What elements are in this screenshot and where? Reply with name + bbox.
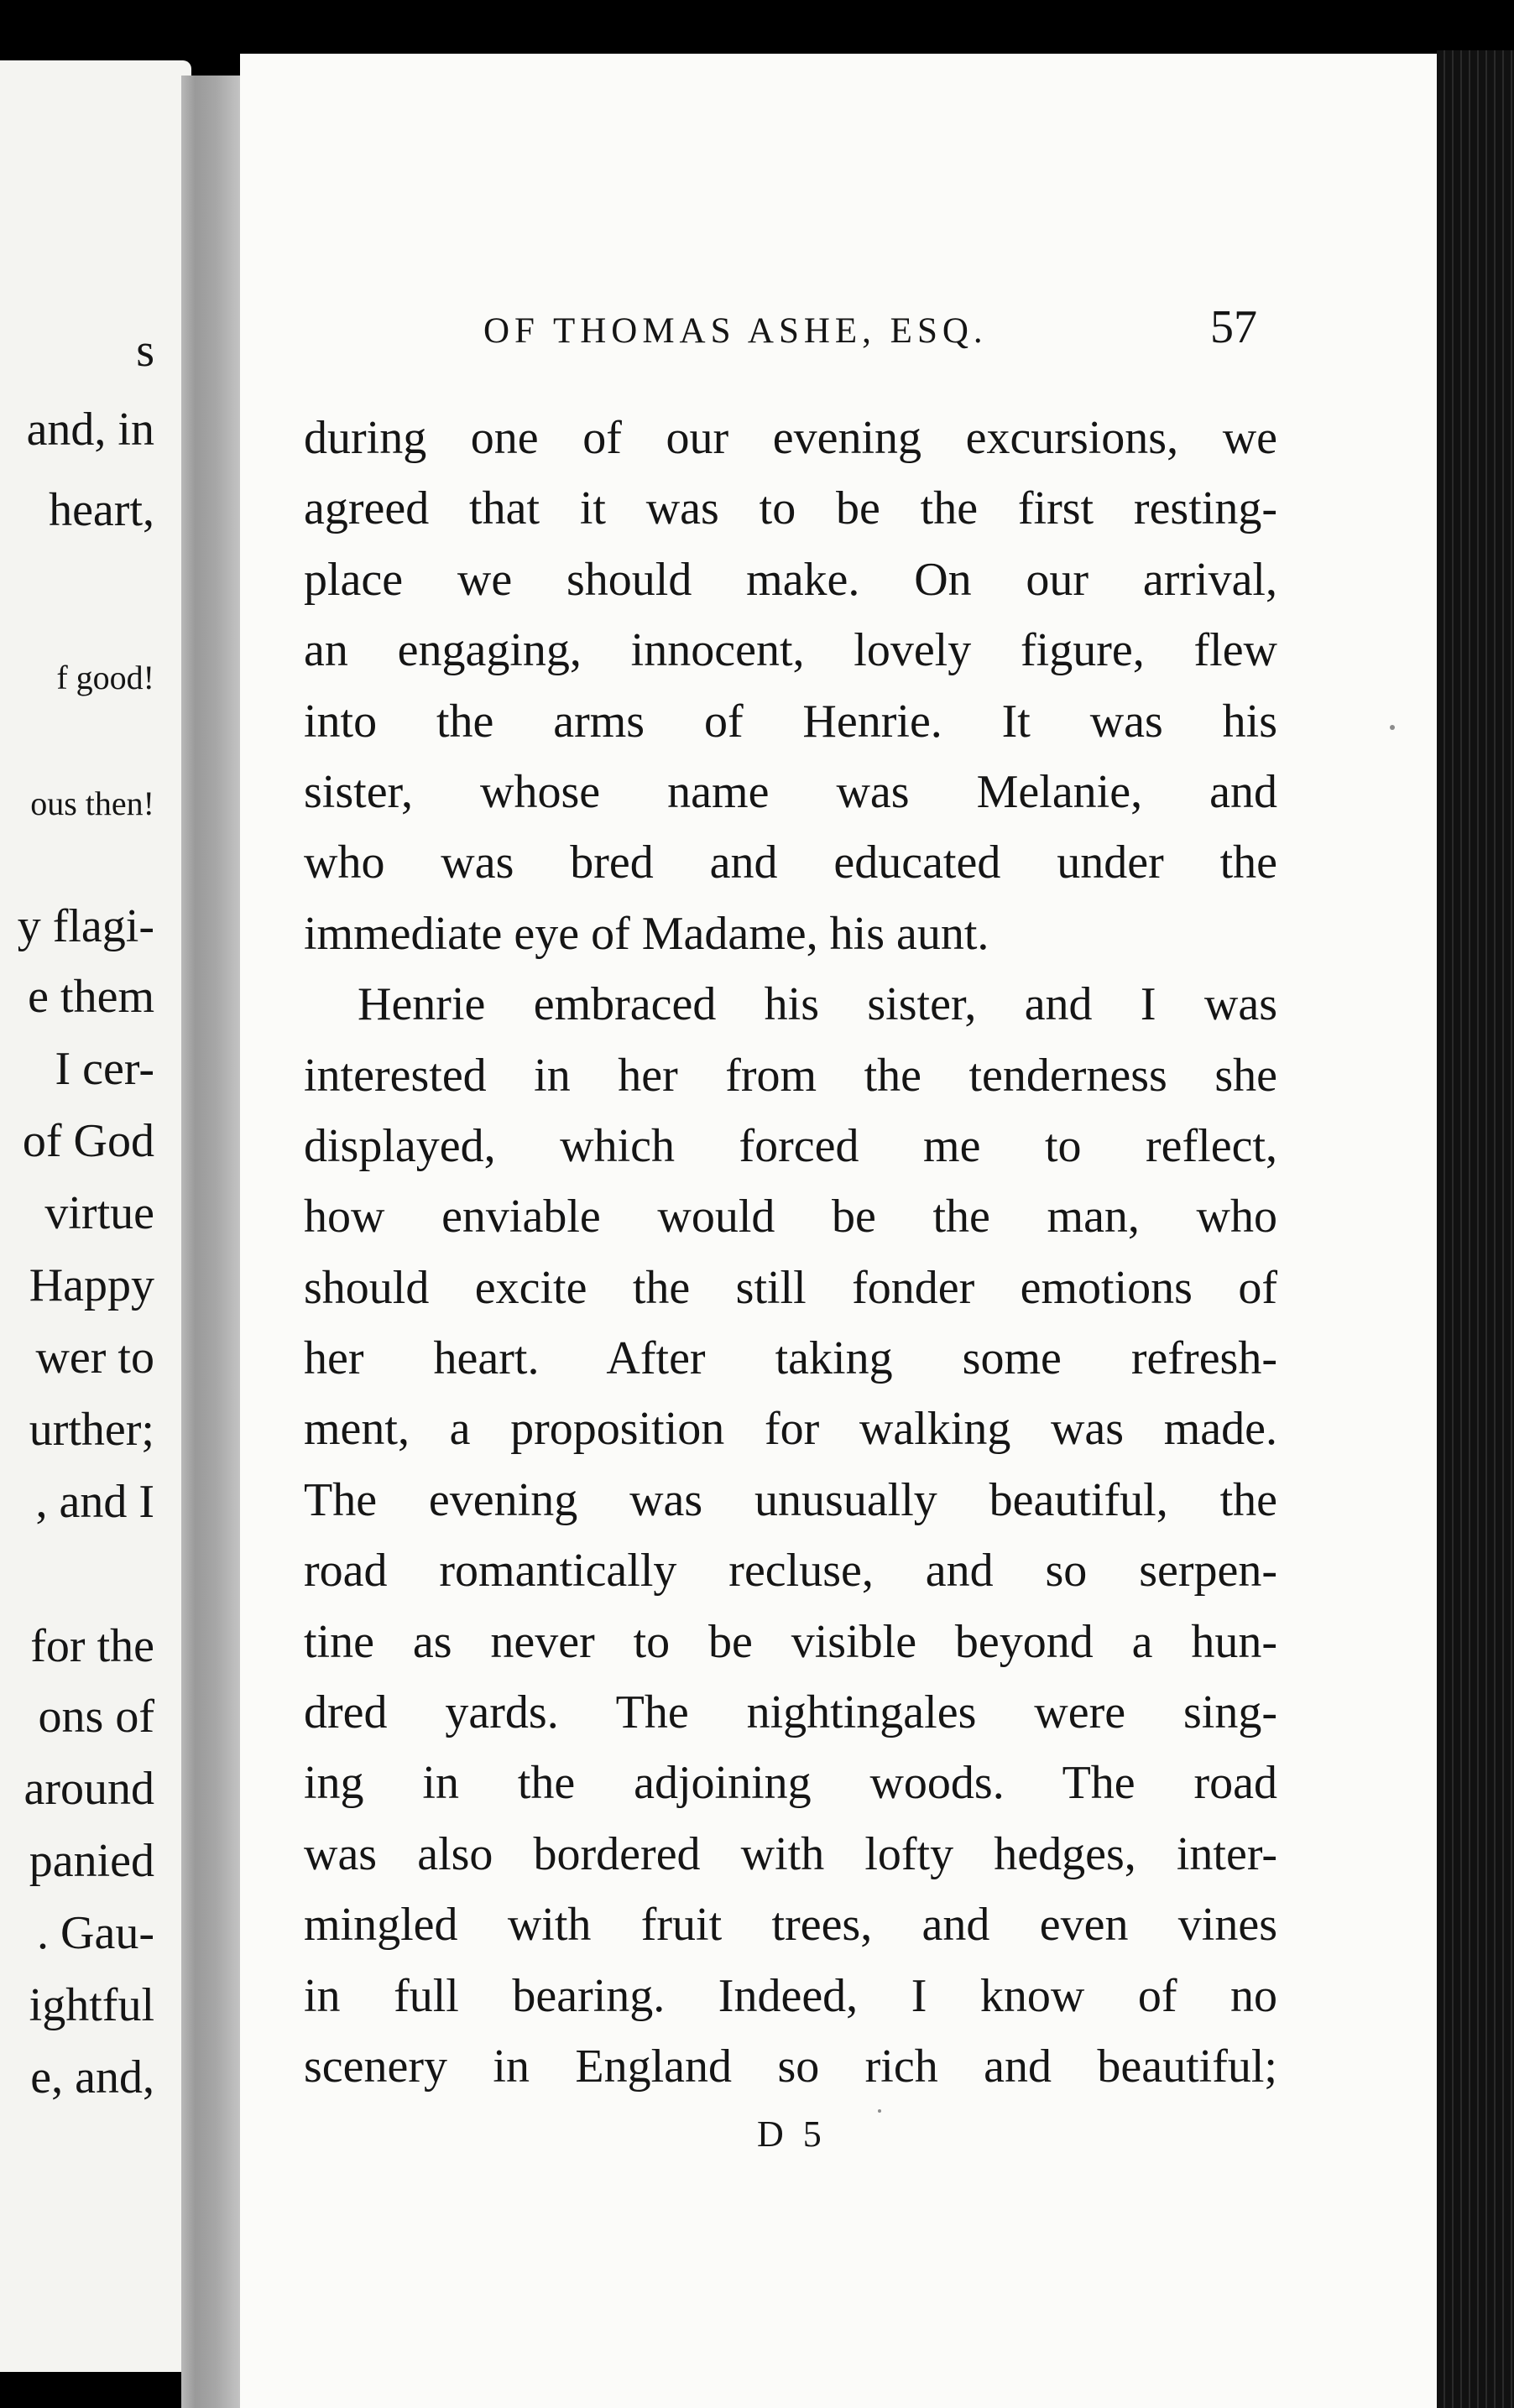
left-page-fragment: urther; bbox=[29, 1404, 154, 1456]
text-line: mingled with fruit trees, and even vines bbox=[304, 1899, 1277, 1952]
text-line: ment, a proposition for walking was made. bbox=[304, 1403, 1277, 1456]
text-line: tine as never to be visible beyond a hun- bbox=[304, 1615, 1277, 1668]
text-line: her heart. After taking some refresh- bbox=[304, 1332, 1277, 1385]
left-page-fragment: ons of bbox=[38, 1691, 154, 1743]
left-page-fragment: heart, bbox=[49, 484, 154, 536]
text-line: scenery in England so rich and beautiful; bbox=[304, 2040, 1277, 2093]
text-line: during one of our evening excursions, we bbox=[304, 412, 1277, 464]
paragraph-start-line: Henrie embraced his sister, and I was bbox=[358, 978, 1277, 1031]
left-page-fragment: , and I bbox=[35, 1476, 154, 1528]
left-page-fragment: y flagi- bbox=[17, 900, 154, 952]
signature-mark: D 5 bbox=[757, 2114, 827, 2155]
text-line: interested in her from the tenderness she bbox=[304, 1049, 1277, 1102]
left-page-fragment: of God bbox=[22, 1115, 154, 1167]
left-page-fragment: around bbox=[23, 1763, 154, 1815]
text-line: place we should make. On our arrival, bbox=[304, 553, 1277, 606]
text-line: road romantically recluse, and so serpen- bbox=[304, 1545, 1277, 1598]
left-page-fragment: Happy bbox=[29, 1259, 154, 1311]
left-page-fragment: wer to bbox=[35, 1332, 154, 1384]
running-head bbox=[243, 252, 1288, 353]
text-line: sister, whose name was Melanie, and bbox=[304, 765, 1277, 818]
text-line: The evening was unusually beautiful, the bbox=[304, 1473, 1277, 1526]
left-page-edge bbox=[0, 60, 191, 2372]
text-line: immediate eye of Madame, his aunt. bbox=[304, 907, 989, 960]
text-line: an engaging, innocent, lovely figure, flew bbox=[304, 624, 1277, 677]
left-page-fragment: . Gau- bbox=[37, 1907, 154, 1959]
left-page-fragment: virtue bbox=[44, 1187, 154, 1239]
page-number: 57 bbox=[1210, 301, 1257, 353]
left-page-fragment: I cer- bbox=[55, 1043, 154, 1095]
text-line: was also bordered with lofty hedges, inter- bbox=[304, 1827, 1277, 1880]
left-page-fragment: and, in bbox=[26, 404, 154, 456]
text-line: in full bearing. Indeed, I know of no bbox=[304, 1969, 1277, 2022]
left-page-fragment: e them bbox=[28, 971, 154, 1023]
left-page-fragment: ous then! bbox=[30, 784, 154, 822]
running-title: OF THOMAS ASHE, ESQ. bbox=[483, 311, 988, 351]
text-line: displayed, which forced me to reflect, bbox=[304, 1119, 1277, 1172]
text-line: how enviable would be the man, who bbox=[304, 1191, 1277, 1243]
text-line: into the arms of Henrie. It was his bbox=[304, 695, 1277, 748]
left-page-fragment: panied bbox=[29, 1835, 154, 1887]
body-text bbox=[304, 403, 1277, 2102]
paper-speck bbox=[1390, 725, 1395, 730]
left-page-fragment: ightful bbox=[29, 1979, 154, 2031]
text-line: who was bred and educated under the bbox=[304, 837, 1277, 889]
text-line: should excite the still fonder emotions of bbox=[304, 1261, 1277, 1314]
left-page-fragment: f good! bbox=[56, 659, 154, 696]
text-line: ing in the adjoining woods. The road bbox=[304, 1757, 1277, 1810]
paper-speck bbox=[878, 2109, 881, 2113]
text-line: dred yards. The nightingales were sing- bbox=[304, 1686, 1277, 1739]
left-page-fragment: e, and, bbox=[30, 2051, 154, 2103]
left-page-fragment: for the bbox=[30, 1620, 154, 1672]
left-page-fragment: s bbox=[136, 325, 154, 377]
text-line: agreed that it was to be the first resting- bbox=[304, 482, 1277, 535]
page-edges bbox=[1437, 50, 1514, 2408]
